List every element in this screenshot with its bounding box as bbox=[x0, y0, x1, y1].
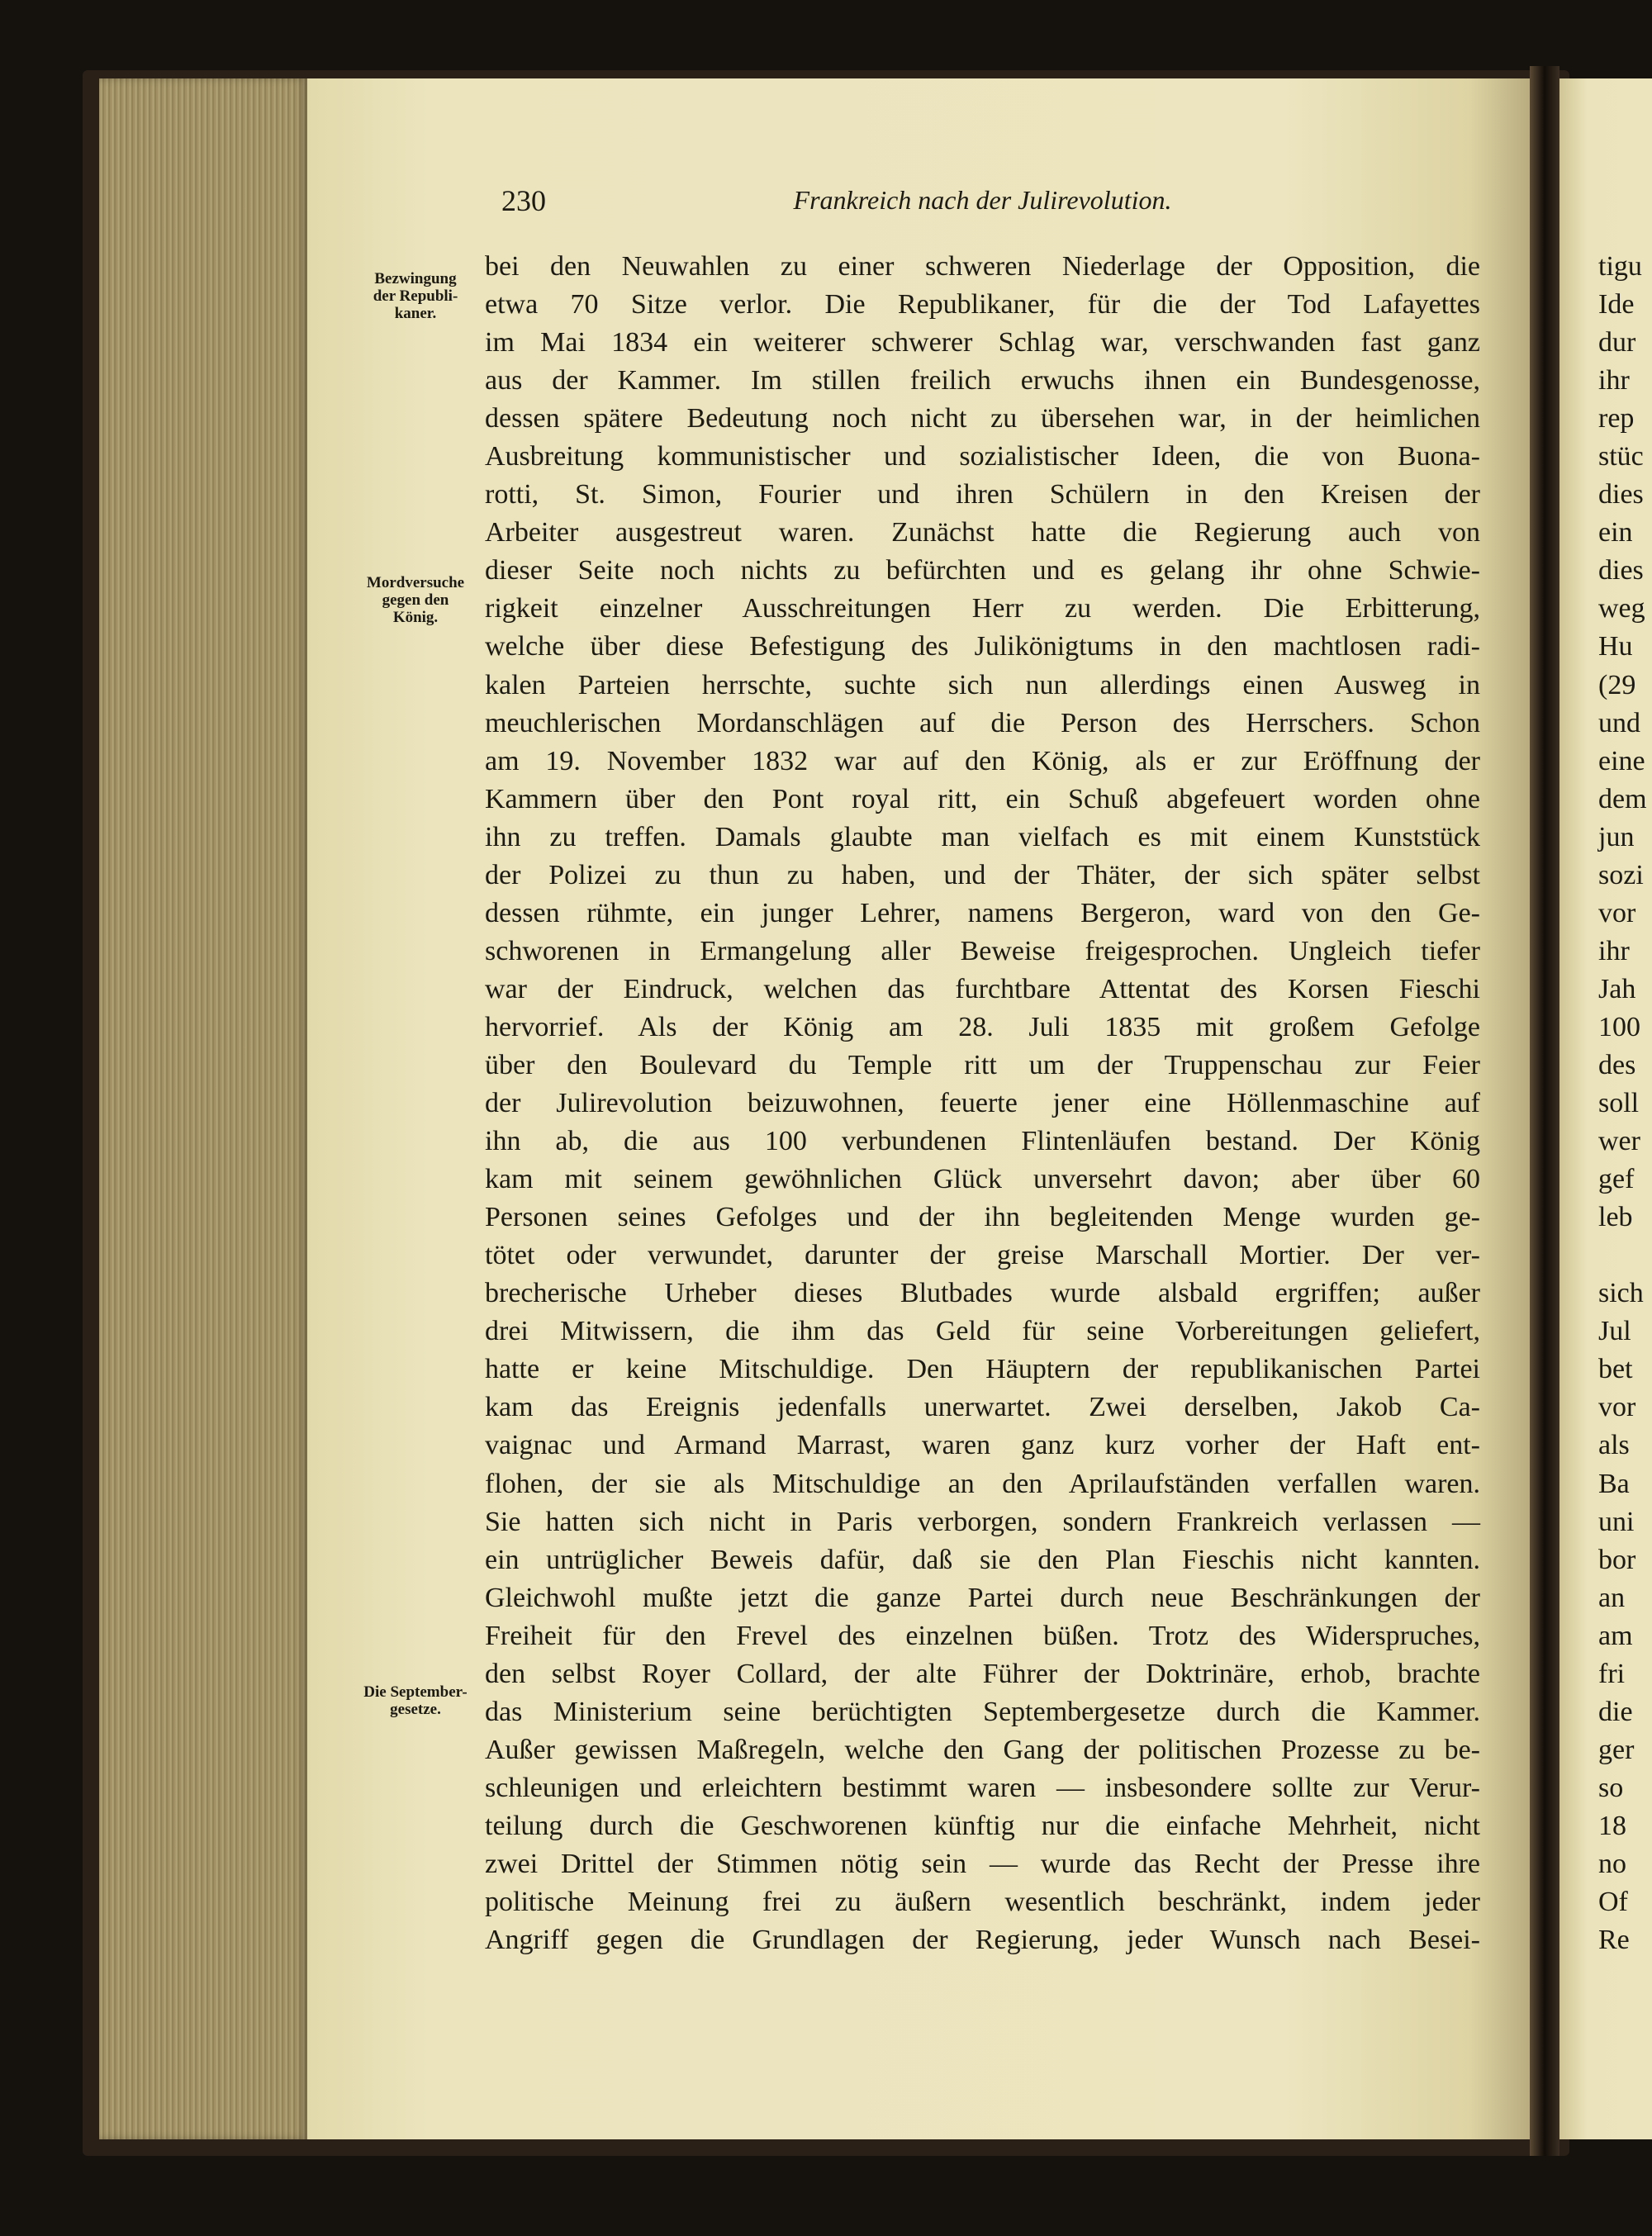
book-spine bbox=[1530, 66, 1559, 2156]
text-line: rigkeit einzelner Ausschreitungen Herr zu werden. Die Erbitterung, bbox=[485, 593, 1480, 624]
right-page-line-fragment: die bbox=[1598, 1696, 1633, 1727]
text-line: zwei Drittel der Stimmen nötig sein — wurde das Recht der Presse ihre bbox=[485, 1848, 1480, 1879]
right-page-line-fragment: ihr bbox=[1598, 365, 1630, 396]
right-page-line-fragment: Jah bbox=[1598, 973, 1636, 1004]
text-line: den selbst Royer Collard, der alte Führer der Doktrinäre, erhob, brachte bbox=[485, 1658, 1480, 1689]
right-page-line-fragment: und bbox=[1598, 707, 1640, 738]
text-line: bei den Neuwahlen zu einer schweren Niederlage der Opposition, die bbox=[485, 251, 1480, 282]
right-page-line-fragment: vor bbox=[1598, 1392, 1636, 1423]
right-page-line-fragment: so bbox=[1598, 1772, 1624, 1803]
text-line: das Ministerium seine berüchtigten Septembergesetze durch die Kammer. bbox=[485, 1696, 1480, 1727]
text-line: schleunigen und erleichtern bestimmt waren — insbesondere sollte zur Verur- bbox=[485, 1772, 1480, 1803]
right-page-line-fragment: leb bbox=[1598, 1202, 1633, 1233]
right-page-line-fragment: als bbox=[1598, 1430, 1630, 1461]
text-line: am 19. November 1832 war auf den König, als er zur Eröffnung der bbox=[485, 745, 1480, 776]
margin-note-line: gesetze. bbox=[390, 1701, 441, 1718]
right-page-line-fragment: dies bbox=[1598, 479, 1644, 510]
right-page-line-fragment bbox=[1598, 1237, 1647, 1275]
text-line: war der Eindruck, welchen das furchtbare Attentat des Korsen Fieschi bbox=[485, 973, 1480, 1004]
right-page-line-fragment: an bbox=[1598, 1582, 1626, 1613]
right-page-line-fragment: rep bbox=[1598, 403, 1635, 434]
right-page-line-fragment: Re bbox=[1598, 1925, 1630, 1956]
margin-note-line: der Republi- bbox=[373, 287, 458, 305]
text-line: Arbeiter ausgestreut waren. Zunächst hatte die Regierung auch von bbox=[485, 517, 1480, 548]
margin-note-mordversuche bbox=[345, 574, 486, 626]
right-page-line-fragment: vor bbox=[1598, 897, 1636, 928]
text-line: kam das Ereignis jedenfalls unerwartet. Zwei derselben, Jakob Ca- bbox=[485, 1392, 1480, 1423]
text-line: über den Boulevard du Temple ritt um der Truppenschau zur Feier bbox=[485, 1049, 1480, 1080]
margin-note-line: Bezwingung bbox=[374, 270, 457, 287]
text-line: Gleichwohl mußte jetzt die ganze Partei durch neue Beschränkungen der bbox=[485, 1582, 1480, 1613]
text-line: hervorrief. Als der König am 28. Juli 1835 mit großem Gefolge bbox=[485, 1011, 1480, 1042]
text-line: dessen rühmte, ein junger Lehrer, namens Bergeron, ward von den Ge- bbox=[485, 897, 1480, 928]
margin-note-republikaner bbox=[345, 270, 486, 322]
right-page-line-fragment: Of bbox=[1598, 1887, 1628, 1918]
text-line: Personen seines Gefolges und der ihn begleitenden Menge wurden ge- bbox=[485, 1202, 1480, 1233]
right-page-line-fragment: eine bbox=[1598, 745, 1645, 776]
text-line: dieser Seite noch nichts zu befürchten und es gelang ihr ohne Schwie- bbox=[485, 555, 1480, 586]
right-page-line-fragment: soll bbox=[1598, 1088, 1640, 1119]
text-line: brecherische Urheber dieses Blutbades wurde alsbald ergriffen; außer bbox=[485, 1278, 1480, 1309]
margin-note-septembergesetze bbox=[345, 1683, 486, 1718]
text-line: flohen, der sie als Mitschuldige an den Aprilaufständen verfallen waren. bbox=[485, 1468, 1480, 1499]
text-line: tötet oder verwundet, darunter der greise Marschall Mortier. Der ver- bbox=[485, 1240, 1480, 1271]
right-page-line-fragment: dies bbox=[1598, 555, 1644, 586]
right-page-line-fragment: des bbox=[1598, 1049, 1636, 1080]
text-line: Ausbreitung kommunistischer und sozialistischer Ideen, die von Buona- bbox=[485, 441, 1480, 472]
right-page-line-fragment: wer bbox=[1598, 1126, 1640, 1157]
text-line: kalen Parteien herrschte, suchte sich nun allerdings einen Ausweg in bbox=[485, 669, 1480, 700]
text-line: ein untrüglicher Beweis dafür, daß sie den Plan Fieschis nicht kannten. bbox=[485, 1544, 1480, 1575]
right-page-line-fragment: 18 bbox=[1598, 1810, 1626, 1841]
right-page-line-fragment: fri bbox=[1598, 1658, 1626, 1689]
text-line: Kammern über den Pont royal ritt, ein Schuß abgefeuert worden ohne bbox=[485, 783, 1480, 814]
margin-note-line: König. bbox=[392, 609, 439, 626]
right-page-line-fragment: uni bbox=[1598, 1506, 1635, 1537]
margin-note-line: Mordversuche bbox=[366, 574, 465, 591]
text-line: dessen spätere Bedeutung noch nicht zu übersehen war, in der heimlichen bbox=[485, 403, 1480, 434]
right-page-line-fragment: tigu bbox=[1598, 251, 1642, 282]
margin-note-line: Die September- bbox=[363, 1683, 468, 1701]
text-line: schworenen in Ermangelung aller Beweise freigesprochen. Ungleich tiefer bbox=[485, 935, 1480, 966]
right-page-line-fragment: Jul bbox=[1598, 1316, 1631, 1347]
margin-note-line: kaner. bbox=[394, 305, 437, 322]
right-page-line-fragment: (29 bbox=[1598, 669, 1636, 700]
text-line: meuchlerischen Mordanschlägen auf die Person des Herrschers. Schon bbox=[485, 707, 1480, 738]
right-page-line-fragment: stüc bbox=[1598, 441, 1644, 472]
right-page-line-fragment: jun bbox=[1598, 821, 1635, 852]
text-line: vaignac und Armand Marrast, waren ganz kurz vorher der Haft ent- bbox=[485, 1430, 1480, 1461]
text-line: der Polizei zu thun zu haben, und der Thäter, der sich später selbst bbox=[485, 859, 1480, 890]
text-line: ihn ab, die aus 100 verbundenen Flintenläufen bestand. Der König bbox=[485, 1126, 1480, 1157]
running-title: Frankreich nach der Julirevolution. bbox=[793, 185, 1172, 215]
text-line: kam mit seinem gewöhnlichen Glück unversehrt davon; aber über 60 bbox=[485, 1164, 1480, 1195]
text-line: aus der Kammer. Im stillen freilich erwuchs ihnen ein Bundesgenosse, bbox=[485, 365, 1480, 396]
text-line: der Julirevolution beizuwohnen, feuerte jener eine Höllenmaschine auf bbox=[485, 1088, 1480, 1119]
right-page-line-fragment: 100 bbox=[1598, 1011, 1640, 1042]
body-text bbox=[485, 248, 1480, 1959]
text-line: im Mai 1834 ein weiterer schwerer Schlag war, verschwanden fast ganz bbox=[485, 327, 1480, 358]
page-number: 230 bbox=[501, 184, 546, 217]
margin-note-line: gegen den bbox=[382, 591, 449, 609]
text-line: teilung durch die Geschworenen künftig nur die einfache Mehrheit, nicht bbox=[485, 1810, 1480, 1841]
right-page bbox=[1559, 78, 1652, 2139]
right-page-line-fragment: ger bbox=[1598, 1734, 1635, 1765]
text-line: welche über diese Befestigung des Julikönigtums in den machtlosen radi- bbox=[485, 631, 1480, 662]
text-line: ihn zu treffen. Damals glaubte man vielfach es mit einem Kunststück bbox=[485, 821, 1480, 852]
page-header bbox=[485, 183, 1480, 223]
right-page-line-fragment: gef bbox=[1598, 1164, 1635, 1195]
right-page-line-fragment: dem bbox=[1598, 783, 1647, 814]
page-edges bbox=[99, 78, 307, 2139]
right-page-line-fragment: Hu bbox=[1598, 631, 1633, 662]
text-line: Außer gewissen Maßregeln, welche den Gang der politischen Prozesse zu be- bbox=[485, 1734, 1480, 1765]
text-line: Freiheit für den Frevel des einzelnen büßen. Trotz des Widerspruches, bbox=[485, 1620, 1480, 1651]
text-line: Angriff gegen die Grundlagen der Regierung, jeder Wunsch nach Besei- bbox=[485, 1925, 1480, 1956]
right-page-line-fragment: bet bbox=[1598, 1354, 1633, 1385]
right-page-line-fragment: dur bbox=[1598, 327, 1636, 358]
right-page-line-fragment: Ide bbox=[1598, 289, 1635, 320]
right-page-line-fragment: no bbox=[1598, 1848, 1626, 1879]
right-page-line-fragment: weg bbox=[1598, 593, 1645, 624]
right-page-line-fragment: ihr bbox=[1598, 935, 1630, 966]
text-line: Sie hatten sich nicht in Paris verborgen, sondern Frankreich verlassen — bbox=[485, 1506, 1480, 1537]
text-line: drei Mitwissern, die ihm das Geld für seine Vorbereitungen geliefert, bbox=[485, 1316, 1480, 1347]
text-line: politische Meinung frei zu äußern wesentlich beschränkt, indem jeder bbox=[485, 1887, 1480, 1918]
right-page-line-fragment: bor bbox=[1598, 1544, 1636, 1575]
text-line: etwa 70 Sitze verlor. Die Republikaner, für die der Tod Lafayettes bbox=[485, 289, 1480, 320]
right-page-text bbox=[1598, 248, 1647, 1959]
text-line: rotti, St. Simon, Fourier und ihren Schülern in den Kreisen der bbox=[485, 479, 1480, 510]
right-page-line-fragment: sozi bbox=[1598, 859, 1644, 890]
text-line: hatte er keine Mitschuldige. Den Häuptern der republikanischen Partei bbox=[485, 1354, 1480, 1385]
right-page-line-fragment: ein bbox=[1598, 517, 1633, 548]
right-page-line-fragment: am bbox=[1598, 1620, 1633, 1651]
right-page-line-fragment: Ba bbox=[1598, 1468, 1630, 1499]
right-page-line-fragment: sich bbox=[1598, 1278, 1644, 1309]
